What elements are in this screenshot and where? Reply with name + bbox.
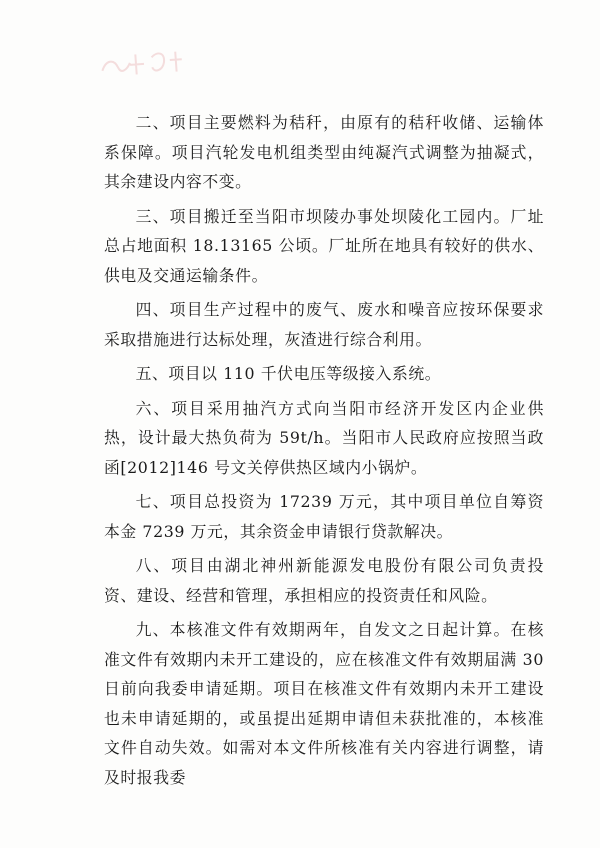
paragraph-7: 七、项目总投资为 17239 万元，其中项目单位自筹资本金 7239 万元，其余资金申请银行贷款解决。 bbox=[104, 492, 544, 541]
paragraph-3: 三、项目搬迁至当阳市坝陵办事处坝陵化工园内。厂址总占地面积 18.13165 公顷。厂址所在地具有较好的供水、供电及交通运输条件。 bbox=[104, 206, 544, 285]
paragraph-9: 九、本核准文件有效期两年，自发文之日起计算。在核准文件有效期内未开工建设的，应在核准文件有效期届满 30 日前向我委申请延期。项目在核准文件有效期内未开工建设也未申请延期的，或虽提出延期申请但未获批准的，本核准文件自动失效。如需对本文件所核准有关内容进行调整，请及时报我委 bbox=[104, 620, 544, 787]
paragraph-6: 六、项目采用抽汽方式向当阳市经济开发区内企业供热，设计最大热负荷为 59t/h。当阳市人民政府应按照当政函[2012]146 号文关停供热区域内小锅炉。 bbox=[104, 398, 544, 477]
paragraph-4: 四、项目生产过程中的废气、废水和噪音应按环保要求采取措施进行达标处理，灰渣进行综合利用。 bbox=[104, 300, 544, 349]
paragraph-8: 八、项目由湖北神州新能源发电股份有限公司负责投资、建设、经营和管理，承担相应的投资责任和风险。 bbox=[104, 556, 544, 605]
paragraph-5: 五、项目以 110 千伏电压等级接入系统。 bbox=[135, 364, 442, 383]
document-body bbox=[104, 108, 544, 797]
paragraph-2: 二、项目主要燃料为秸秆，由原有的秸秆收储、运输体系保障。项目汽轮发电机组类型由纯凝汽式调整为抽凝式，其余建设内容不变。 bbox=[104, 113, 544, 191]
faded-red-stamp-icon bbox=[95, 41, 190, 87]
